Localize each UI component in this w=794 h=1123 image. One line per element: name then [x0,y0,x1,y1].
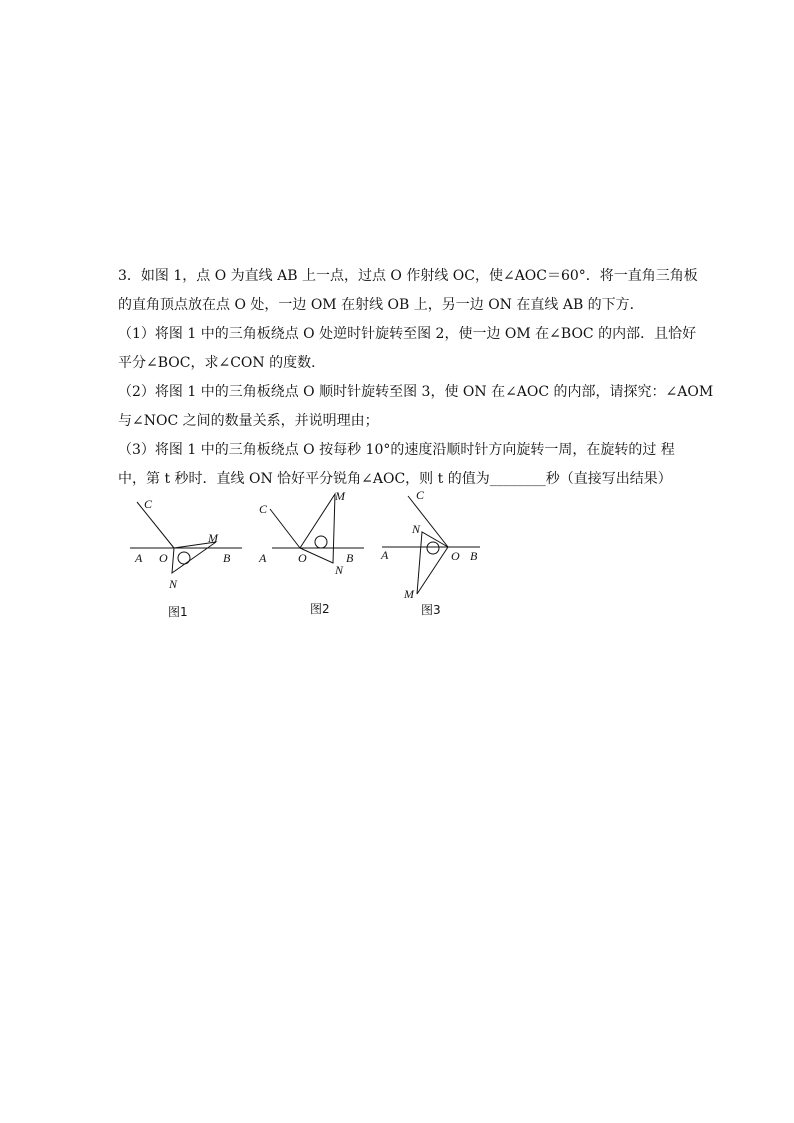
figure-3 [380,482,490,626]
figure-2-diagram [254,482,376,622]
figure-caption: 图2 [310,602,330,616]
label-c: C [259,502,268,516]
figures-row [128,482,488,622]
label-n: N [169,577,178,591]
label-c: C [144,497,153,511]
problem-line: 平分∠BOC，求∠CON 的度数． [118,355,326,371]
label-a: A [381,548,389,562]
label-c: C [416,488,425,502]
problem-line: （3）将图 1 中的三角板绕点 O 按每秒 10°的速度沿顺时针方向旋转一周，在旋转的过 程 [118,442,675,458]
figure-1 [128,482,250,626]
problem-text [118,262,714,494]
ray-oc [270,509,300,548]
label-m: M [404,587,414,601]
label-m: M [208,531,218,545]
triangle-omn [172,542,216,573]
figure-2 [254,482,376,626]
problem-line: 的直角顶点放在点 O 处，一边 OM 在射线 OB 上，另一边 ON 在直线 AB 的下方． [118,297,644,313]
label-o: O [159,551,168,565]
problem-line: 中，第 t 秒时．直线 ON 恰好平分锐角∠AOC，则 t 的值为________秒（直接写出结果） [118,471,672,487]
problem-line: 3．如图 1，点 O 为直线 AB 上一点，过点 O 作射线 OC，使∠AOC＝60°．将一直角三角板 [118,268,698,284]
problem-line: （2）将图 1 中的三角板绕点 O 顺时针旋转至图 3，使 ON 在∠AOC 的内部，请探究：∠AOM [118,384,714,400]
label-m: M [335,489,345,503]
figure-1-diagram [128,482,250,622]
label-a: A [259,551,267,565]
figure-caption: 图3 [421,603,441,617]
label-n: N [335,563,344,577]
problem-line: 与∠NOC 之间的数量关系，并说明理由； [118,413,379,429]
label-n: N [412,522,421,536]
label-b: B [470,549,478,563]
right-angle-mark [315,536,327,548]
label-o: O [451,549,460,563]
ray-oc [137,502,174,548]
figure-caption: 图1 [168,605,188,619]
label-b: B [346,551,354,565]
label-a: A [135,551,143,565]
right-angle-mark [178,552,190,564]
right-angle-mark [427,542,439,554]
label-o: O [298,551,307,565]
figure-3-diagram [380,482,490,622]
problem-line: （1）将图 1 中的三角板绕点 O 处逆时针旋转至图 2，使一边 OM 在∠BOC 的内部．且恰好 [118,326,697,342]
label-b: B [223,551,231,565]
